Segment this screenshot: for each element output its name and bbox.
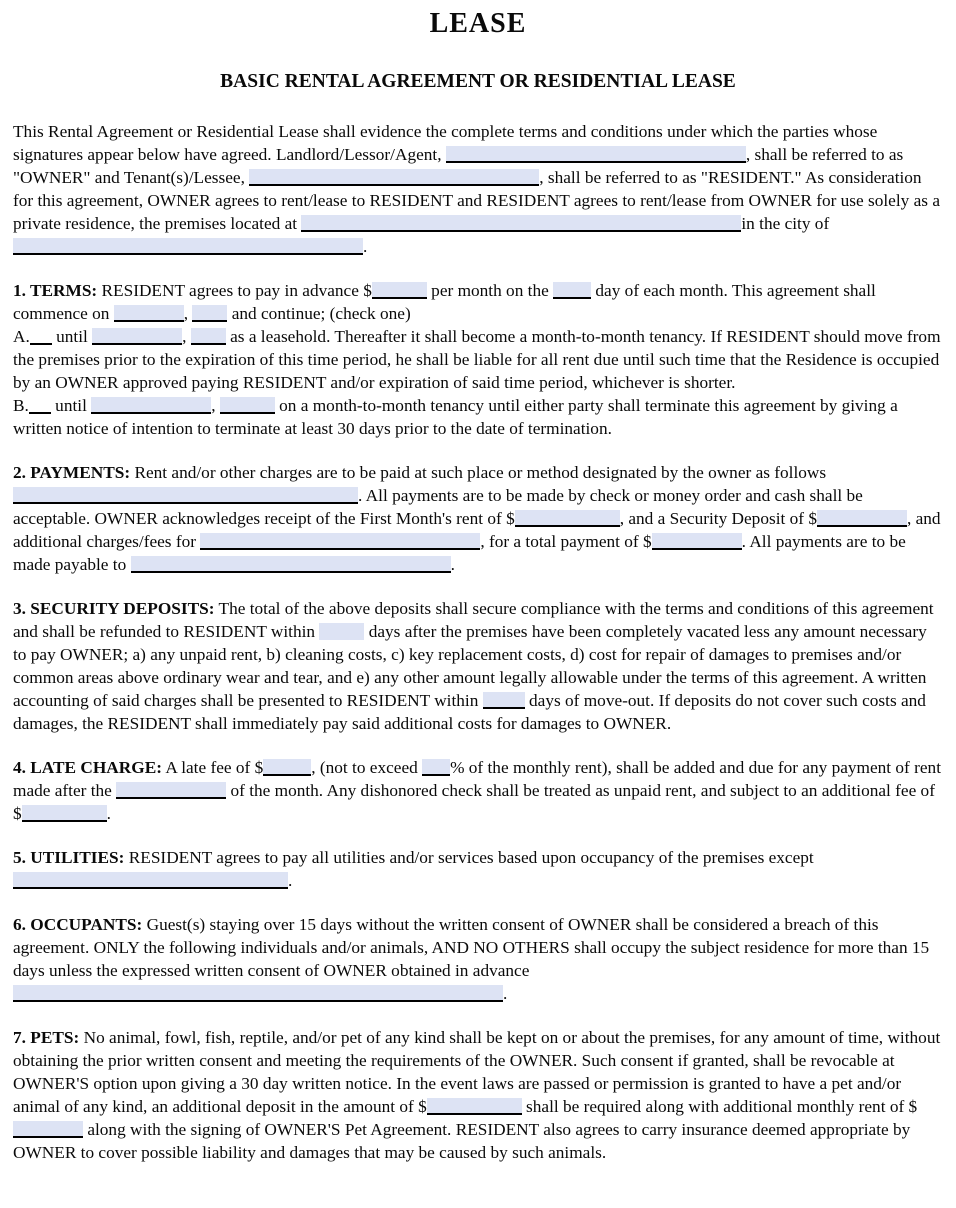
text-run: as a leasehold. Thereafter it shall become a month-to-month tenancy. If RESIDENT should move from the premises prior to the expiration of this time period, he shall be liable for all rent due until such time that the Residence is occupied by an OWNER approved paying RESIDENT and/or expiration of said time period, whichever is shorter. — [13, 327, 941, 392]
text-run: days after the premises have been completely vacated less any amount necessary to pay OWNER; a) any unpaid rent, b) cleaning costs, c) key replacement costs, d) cost for repair of damages to premises and/or common areas above ordinary wear and tear, and e) any other amount legally allowable under the terms of this agreement. A written accounting of said charges shall be presented to RESIDENT within — [13, 622, 927, 710]
blank-field[interactable] — [220, 397, 275, 414]
section-heading: 5. UTILITIES: — [13, 848, 125, 867]
text-run: % of the monthly rent), shall be added and due for any payment of rent made after the — [13, 758, 941, 800]
blank-field[interactable] — [29, 397, 51, 414]
text-run: . — [106, 804, 111, 823]
text-run: A. — [13, 327, 30, 346]
text-run: , shall be referred to as "RESIDENT." As consideration for this agreement, OWNER agrees to rent/lease to RESIDENT and RESIDENT agrees to rent/lease from OWNER for use solely as a private residence, the premises located at — [13, 168, 941, 233]
text-run: and continue; (check one) — [227, 304, 411, 323]
text-run: , for a total payment of $ — [480, 532, 652, 551]
text-run: . All payments are to be made by check or money order and cash shall be acceptable. OWNER acknowledges receipt of the First Month's rent of $ — [13, 486, 863, 528]
text-run: shall be required along with additional monthly rent of $ — [521, 1097, 918, 1116]
section-heading: 2. PAYMENTS: — [13, 463, 131, 482]
blank-field[interactable] — [131, 556, 451, 573]
late-charge-paragraph — [13, 756, 943, 825]
blank-field[interactable] — [13, 238, 363, 255]
blank-field[interactable] — [553, 282, 591, 299]
text-run: . — [450, 555, 455, 574]
blank-field[interactable] — [13, 487, 358, 504]
text-run: , (not to exceed — [311, 758, 423, 777]
blank-field[interactable] — [422, 759, 450, 776]
text-run: Rent and/or other charges are to be paid at such place or method designated by the owner as follows — [130, 463, 827, 482]
section-heading: 4. LATE CHARGE: — [13, 758, 162, 777]
blank-field[interactable] — [372, 282, 427, 299]
document-title: LEASE — [429, 8, 527, 39]
text-run: until — [50, 396, 92, 415]
section-heading: 6. OCCUPANTS: — [13, 915, 143, 934]
blank-field[interactable] — [13, 985, 503, 1002]
blank-field[interactable] — [91, 397, 211, 414]
blank-field[interactable] — [483, 692, 525, 709]
text-run: RESIDENT agrees to pay all utilities and/or services based upon occupancy of the premises except — [124, 848, 814, 867]
section-heading: 3. SECURITY DEPOSITS: — [13, 599, 215, 618]
text-run: , and a Security Deposit of $ — [619, 509, 817, 528]
blank-field[interactable] — [446, 146, 746, 163]
text-run: of the month. Any dishonored check shall be treated as unpaid rent, and subject to an additional fee of $ — [13, 781, 935, 823]
blank-field[interactable] — [116, 782, 226, 799]
blank-field[interactable] — [515, 510, 620, 527]
text-run: The total of the above deposits shall secure compliance with the terms and conditions of this agreement and shall be refunded to RESIDENT within — [13, 599, 934, 641]
text-run: on a month-to-month tenancy until either party shall terminate this agreement by giving a written notice of intention to terminate at least 30 days prior to the date of termination. — [13, 396, 898, 438]
blank-field[interactable] — [301, 215, 741, 232]
text-run: Guest(s) staying over 15 days without the written consent of OWNER shall be considered a breach of this agreement. ONLY the following individuals and/or animals, AND NO OTHERS shall occupy the subject residence for more than 15 days unless the expressed written consent of OWNER obtained in advance — [13, 915, 930, 980]
blank-field[interactable] — [817, 510, 907, 527]
blank-field[interactable] — [427, 1098, 522, 1115]
text-run: . All payments are to be made payable to — [13, 532, 906, 574]
blank-field[interactable] — [13, 1121, 83, 1138]
blank-field[interactable] — [13, 872, 288, 889]
text-run: day of each month. This agreement shall commence on — [13, 281, 876, 323]
blank-field[interactable] — [22, 805, 107, 822]
intro-paragraph — [13, 120, 943, 258]
document-body — [13, 120, 943, 1164]
utilities-paragraph — [13, 846, 943, 892]
text-run: , — [183, 304, 193, 323]
text-run: . — [363, 237, 368, 256]
section-heading: 1. TERMS: — [13, 281, 98, 300]
terms-paragraph — [13, 279, 943, 440]
blank-field[interactable] — [114, 305, 184, 322]
text-run: , and additional charges/fees for — [13, 509, 941, 551]
text-run: B. — [13, 396, 29, 415]
text-run: until — [51, 327, 93, 346]
text-run: This Rental Agreement or Residential Lease shall evidence the complete terms and conditions under which the parties whose signatures appear below have agreed. Landlord/Lessor/Agent, — [13, 122, 878, 164]
pets-paragraph — [13, 1026, 943, 1164]
text-run: along with the signing of OWNER'S Pet Agreement. RESIDENT also agrees to carry insurance deemed appropriate by OWNER to cover possible liability and damages that may be caused by such animals. — [13, 1120, 911, 1162]
blank-field[interactable] — [249, 169, 539, 186]
blank-field[interactable] — [92, 328, 182, 345]
text-run: No animal, fowl, fish, reptile, and/or pet of any kind shall be kept on or about the premises, for any amount of time, without obtaining the prior written consent and meeting the requirements of the OWNER. Such consent if granted, shall be revocable at OWNER'S option upon giving a 30 day written notice. In the event laws are passed or permission is granted to have a pet and/or animal of any kind, an additional deposit in the amount of $ — [13, 1028, 941, 1116]
occupants-paragraph — [13, 913, 943, 1005]
payments-paragraph — [13, 461, 943, 576]
text-run: in the city of — [741, 214, 830, 233]
text-run: A late fee of $ — [161, 758, 264, 777]
text-run: days of move-out. If deposits do not cover such costs and damages, the RESIDENT shall immediately pay said additional costs for damages to OWNER. — [13, 691, 926, 733]
text-run: . — [288, 871, 293, 890]
text-run: RESIDENT agrees to pay in advance $ — [97, 281, 372, 300]
blank-field[interactable] — [192, 305, 227, 322]
blank-field[interactable] — [30, 328, 52, 345]
security-deposits-paragraph — [13, 597, 943, 735]
blank-field[interactable] — [191, 328, 226, 345]
document-subtitle: BASIC RENTAL AGREEMENT OR RESIDENTIAL LEASE — [220, 71, 736, 92]
blank-field[interactable] — [263, 759, 311, 776]
blank-field[interactable] — [200, 533, 480, 550]
blank-field[interactable] — [319, 623, 364, 640]
blank-field[interactable] — [652, 533, 742, 550]
text-run: . — [503, 984, 508, 1003]
text-run: , — [182, 327, 191, 346]
section-heading: 7. PETS: — [13, 1028, 80, 1047]
text-run: , — [211, 396, 220, 415]
text-run: per month on the — [426, 281, 554, 300]
text-run: , shall be referred to as "OWNER" and Tenant(s)/Lessee, — [13, 145, 904, 187]
